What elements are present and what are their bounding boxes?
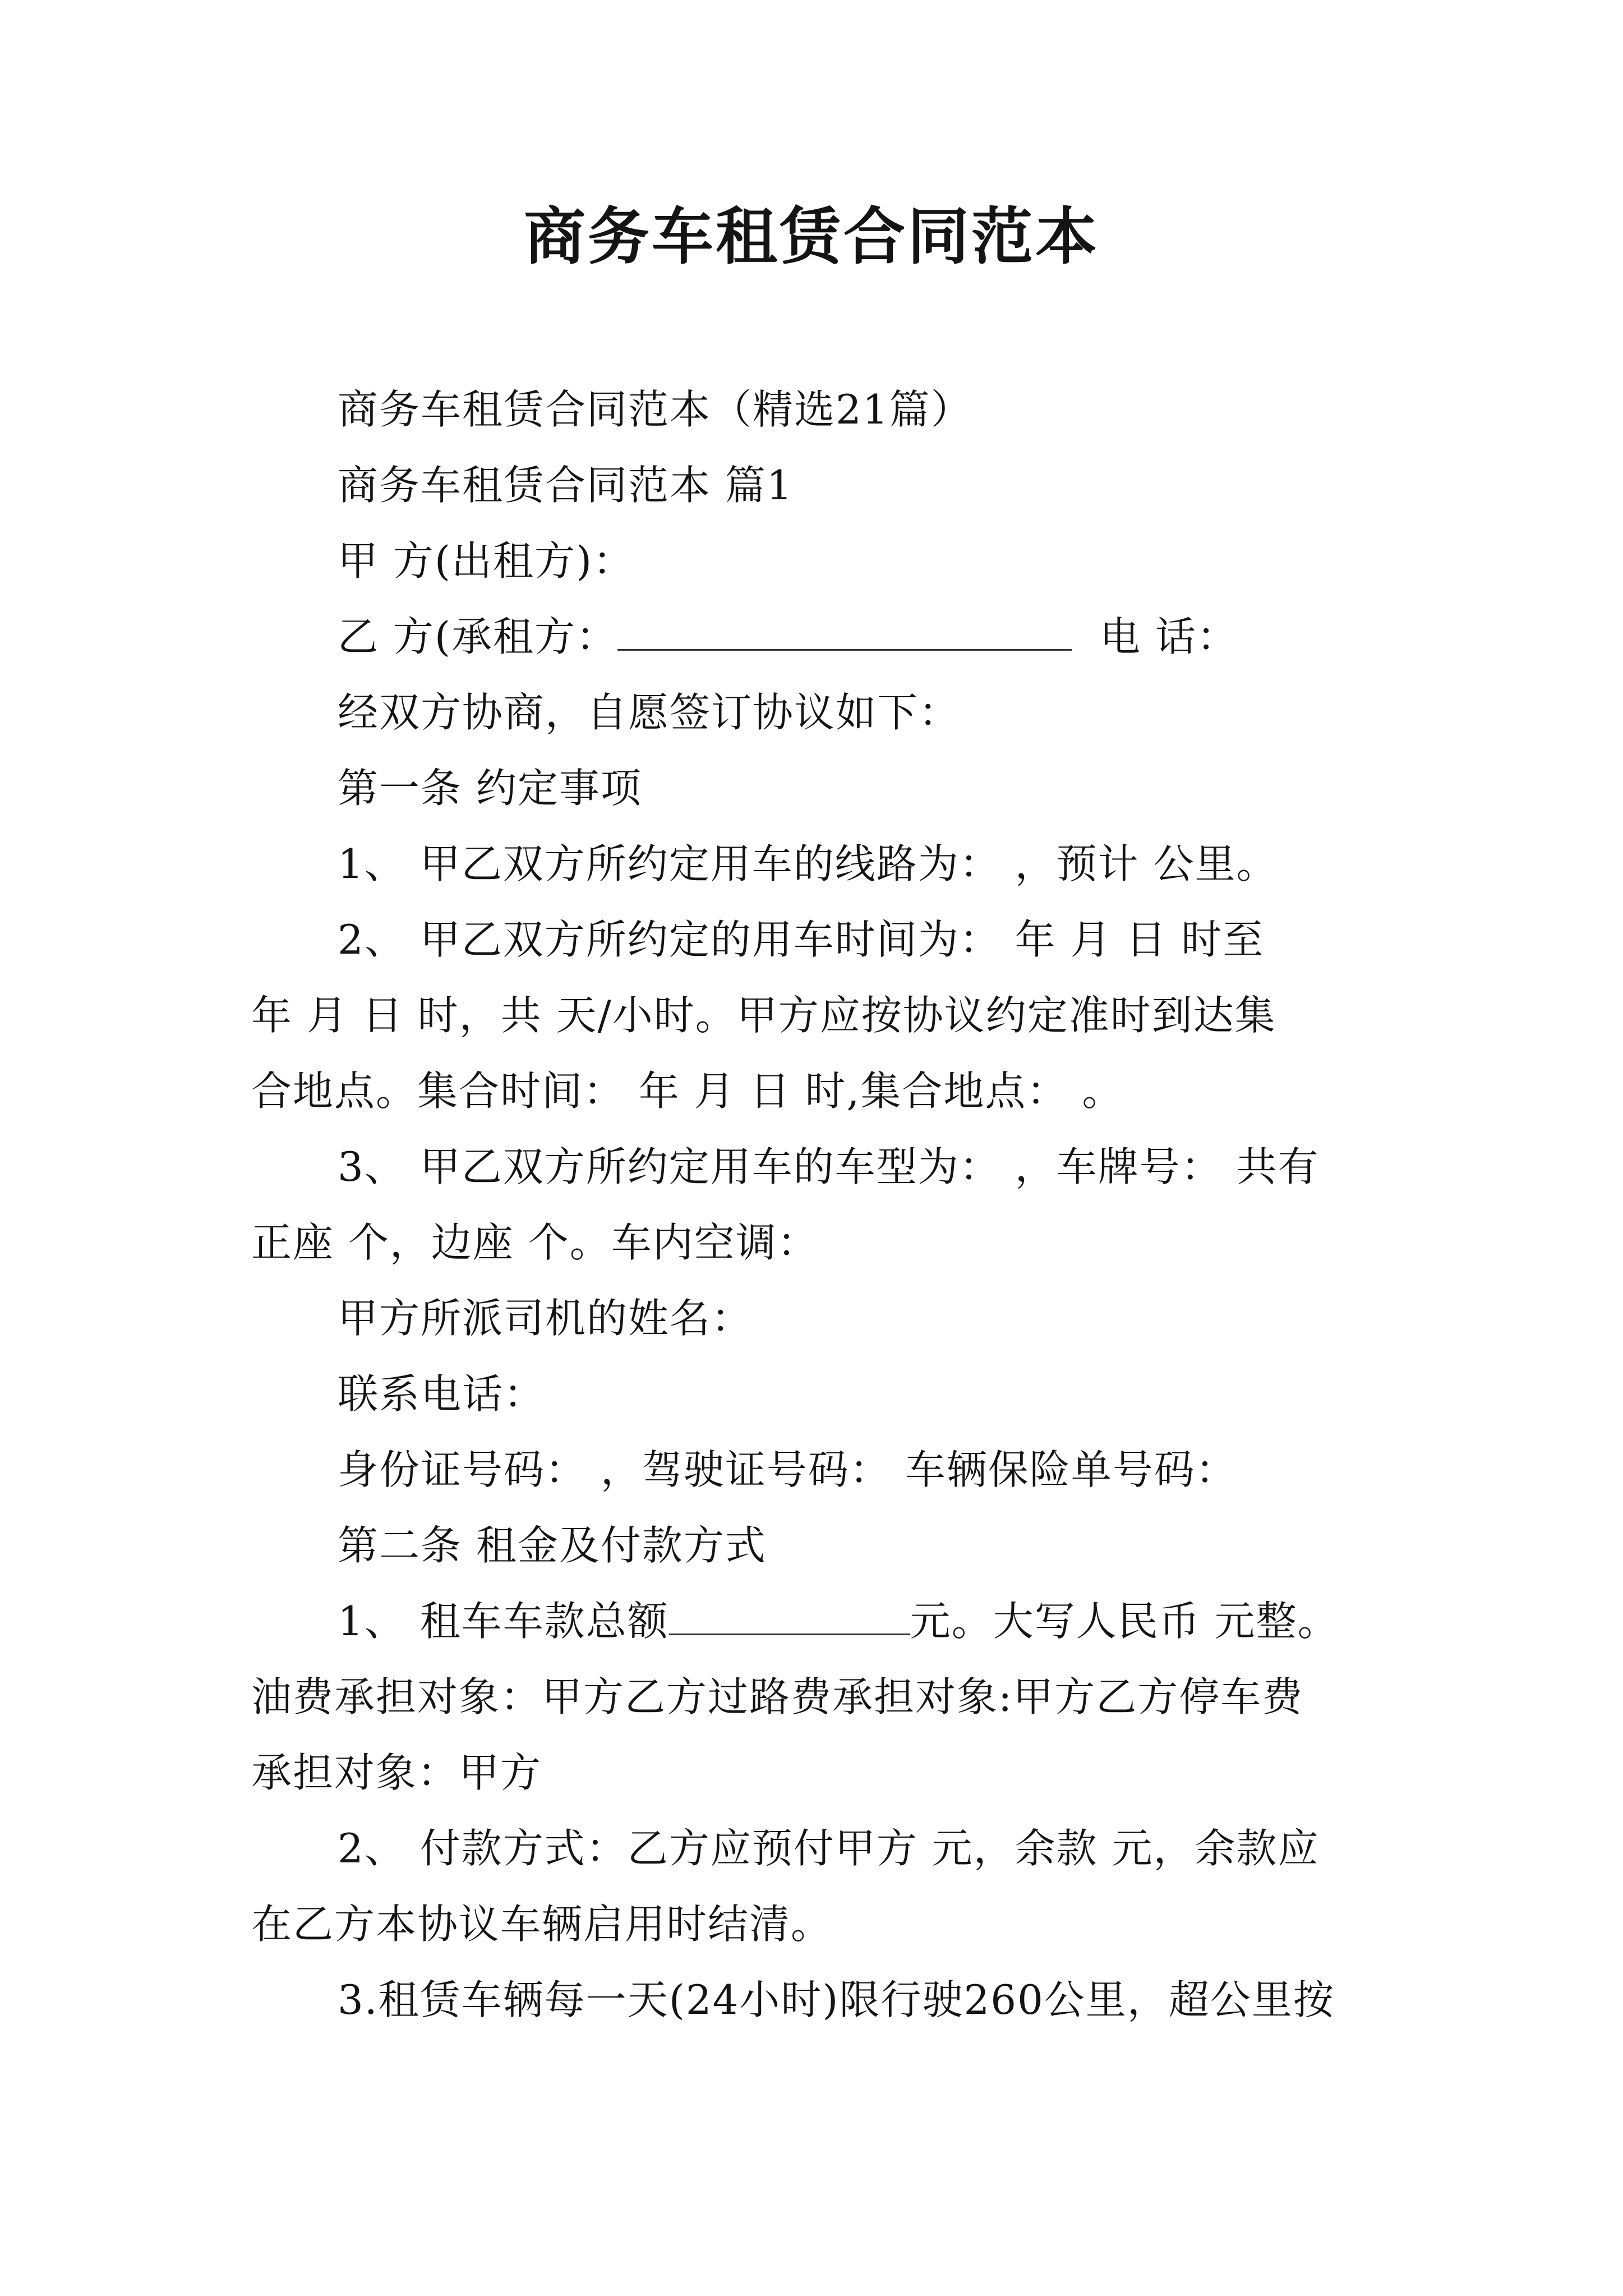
article-2-item-1-line-1: [338, 1593, 1339, 1649]
article-2-item-3-line-1: 3.租赁车辆每一天(24小时)限行驶260公里，超公里按: [338, 1976, 1335, 2023]
article-2-title: 第二条 租金及付款方式: [338, 1522, 767, 1569]
party-b-phone-label: 电 话：: [1099, 613, 1238, 660]
article-1-item-2-line-2: 年 月 日 时，共 天/小时。甲方应按协议约定准时到达集: [251, 992, 1276, 1039]
document-subtitle: 商务车租赁合同范本（精选21篇）: [338, 386, 972, 433]
id-numbers-line: 身份证号码： ，驾驶证号码： 车辆保险单号码：: [338, 1446, 1237, 1493]
article-1-item-3-line-2: 正座 个，边座 个。车内空调：: [251, 1219, 819, 1266]
party-b-blank: [617, 609, 1072, 651]
driver-name-line: 甲方所派司机的姓名：: [338, 1295, 753, 1342]
intro-text: 经双方协商，自愿签订协议如下：: [338, 689, 961, 736]
article-1-item-2-line-1: 2、 甲乙双方所约定的用车时间为： 年 月 日 时至: [338, 916, 1265, 963]
document-title: 商务车租赁合同范本: [524, 200, 1099, 273]
section-heading: 商务车租赁合同范本 篇1: [338, 462, 794, 509]
article-2-item-1-line-3: 承担对象：甲方: [251, 1749, 542, 1796]
rent-total-suffix: 元。大写人民币 元整。: [910, 1598, 1339, 1645]
article-1-title: 第一条 约定事项: [338, 765, 642, 812]
party-b-line: [338, 609, 1238, 665]
rent-total-label: 1、 租车车款总额: [338, 1598, 669, 1645]
party-b-label: 乙 方(承租方：: [338, 613, 617, 660]
article-2-item-1-line-2: 油费承担对象：甲方乙方过路费承担对象:甲方乙方停车费: [251, 1673, 1304, 1720]
article-1-item-2-line-3: 合地点。集合时间： 年 月 日 时,集合地点： 。: [251, 1068, 1124, 1115]
article-2-item-2-line-2: 在乙方本协议车辆启用时结清。: [251, 1901, 833, 1948]
contact-phone-line: 联系电话：: [338, 1370, 546, 1418]
article-1-item-3-line-1: 3、 甲乙双方所约定用车的车型为： ，车牌号： 共有: [338, 1143, 1320, 1190]
article-2-item-2-line-1: 2、 付款方式：乙方应预付甲方 元，余款 元，余款应: [338, 1825, 1320, 1872]
party-a-line: 甲 方(出租方)：: [338, 537, 635, 585]
rent-total-blank: [669, 1593, 910, 1635]
article-1-item-1: 1、 甲乙双方所约定用车的线路为： ，预计 公里。: [338, 840, 1278, 887]
